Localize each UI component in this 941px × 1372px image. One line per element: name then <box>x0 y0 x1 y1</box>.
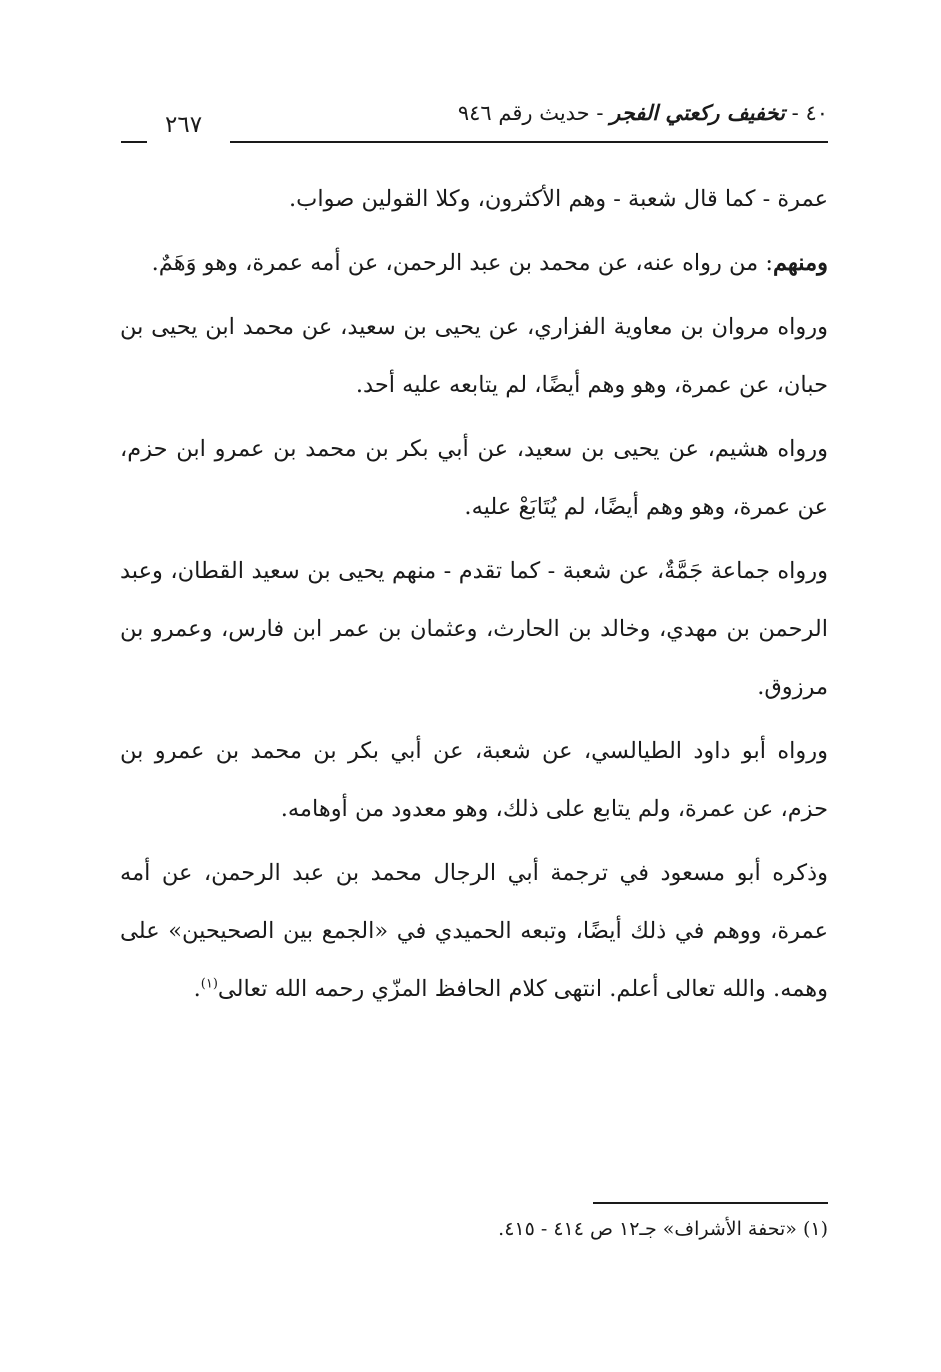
paragraph-text: ورواه جماعة جَمَّةٌ، عن شعبة - كما تقدم - منهم يحيى بن سعيد القطان، وعبد الرحمن بن مهدي، وخالد بن الحارث، وعثمان بن عمر ابن فارس، وعمرو بن مرزوق. <box>120 558 828 700</box>
footnote: (١) «تحفة الأشراف» جـ١٢ ص ٤١٤ - ٤١٥. <box>498 1218 828 1240</box>
paragraph-text: ورواه مروان بن معاوية الفزاري، عن يحيى بن سعيد، عن محمد ابن يحيى بن حبان، عن عمرة، وهو وهم أيضًا، لم يتابعه عليه أحد. <box>120 314 828 398</box>
paragraph <box>120 234 828 292</box>
paragraph <box>120 722 828 838</box>
footnote-rule <box>593 1202 828 1204</box>
paragraph <box>120 542 828 716</box>
running-header <box>120 96 828 136</box>
paragraph-text: وذكره أبو مسعود في ترجمة أبي الرجال محمد بن عبد الرحمن، عن أمه عمرة، ووهم في ذلك أيضًا، وتبعه الحميدي في «الجمع بين الصحيحين» على وهمه. والله تعالى أعلم. انتهى كلام الحافظ المزّي رحمه الله تعالى <box>120 860 828 1002</box>
chapter-number: ٤٠ - <box>791 101 828 125</box>
paragraph <box>120 170 828 228</box>
chapter-name: تخفيف ركعتي الفجر <box>610 100 785 125</box>
page-number: ٢٦٧ <box>165 112 203 138</box>
chapter-title <box>458 100 828 125</box>
paragraph <box>120 844 828 1018</box>
paragraph-text: ورواه أبو داود الطيالسي، عن شعبة، عن أبي بكر بن محمد بن عمرو بن حزم، عن عمرة، ولم يتابع على ذلك، وهو معدود من أوهامه. <box>120 738 828 822</box>
paragraph-lead: ومنهم <box>772 250 828 276</box>
paragraph-text: عمرة - كما قال شعبة - وهم الأكثرون، وكلا القولين صواب. <box>288 186 828 212</box>
header-rule <box>230 141 828 143</box>
paragraph-tail: . <box>193 976 201 1002</box>
paragraph <box>120 298 828 414</box>
hadith-reference: - حديث رقم ٩٤٦ <box>457 101 604 125</box>
footnote-marker: (١) <box>200 976 218 992</box>
header-rule-short <box>121 141 147 143</box>
paragraph <box>120 420 828 536</box>
main-text <box>120 170 828 1024</box>
paragraph-text: : من رواه عنه، عن محمد بن عبد الرحمن، عن أمه عمرة، وهو وَهَمٌ. <box>151 250 773 276</box>
paragraph-text: ورواه هشيم، عن يحيى بن سعيد، عن أبي بكر بن محمد بن عمرو ابن حزم، عن عمرة، وهو وهم أيضًا، لم يُتَابَعْ عليه. <box>120 436 828 520</box>
